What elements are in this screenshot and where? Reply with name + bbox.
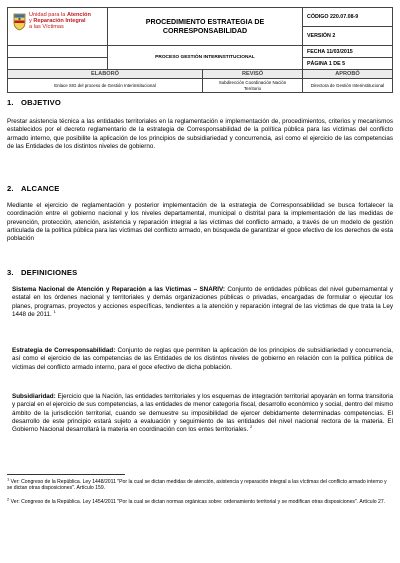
elaboro-value: Enlace SIG del proceso de Gestión Interinstitucional bbox=[8, 79, 203, 93]
coat-of-arms-icon bbox=[12, 12, 27, 31]
elaboro-label: ELABORÓ bbox=[8, 70, 203, 79]
document-title: PROCEDIMIENTO ESTRATEGIA DE CORRESPONSABILIDAD bbox=[108, 8, 303, 46]
logo-cell-bottom bbox=[8, 58, 108, 70]
objetivo-paragraph: Prestar asistencia técnica a las entidades territoriales en la reglamentación e implementación de, procedimientos, criterios y mecanismos establecidos por el decreto reglamentario de la estrategia de Corresponsabilidad de la política pública para las víctimas del conflicto armado interno, que posibilite la aplicación de los principios de subsidiariedad y concurrencia, así como el ejercicio de las competencias de las Entidades de los distintos niveles de gobierno. bbox=[7, 118, 393, 150]
aprobo-label: APROBÓ bbox=[303, 70, 393, 79]
definition-term: Sistema Nacional de Atención y Reparación a las Víctimas – SNARIV: bbox=[12, 286, 225, 293]
definition-text: Conjunto de reglas que permiten la aplicación de los principios de subsidiariedad y concurrencia, así como el ejercicio de las competencias de las Entidades de los distintos niveles de gobierno en relación con la política pública de víctimas del conflicto armado interno, para el goce efectivo de dicha población. bbox=[12, 347, 393, 371]
definition-text: Conjunto de entidades públicas del nivel gubernamental y estatal en los órdenes nacional y territoriales y demás organizaciones públicas o privadas, encargadas de formular o ejecutar los planes, programas, proyectos y acciones específicas, tendientes a la atención y reparación integral de las víctimas de que trata la Ley 1448 de 2011. bbox=[12, 286, 393, 318]
section-title-definiciones: 3. DEFINICIONES bbox=[7, 268, 78, 277]
logo-cell-lower bbox=[8, 46, 108, 58]
alcance-paragraph: Mediante el ejercicio de reglamentación y posterior implementación de la estrategia de Corresponsabilidad se busca fortalecer la coordinación entre el gobierno nacional y los niveles departamental, municipal o distrital para la implementación de las medidas de prevención, protección, atención, asistencia y reparación integral a las víctimas del conflicto armado, a través de un modelo de gestión articulada de la política pública para las víctimas del conflicto armado, en búsqueda de garantizar el goce efectivo de los derechos de esta población bbox=[7, 202, 393, 243]
definition-corresponsabilidad bbox=[12, 347, 393, 372]
definition-term: Subsidiaridad: bbox=[12, 393, 56, 400]
document-page-count: PÁGINA 1 DE 5 bbox=[303, 58, 393, 70]
footnote-1: $^1$ Ver: Congreso de la República. Ley 1448/2011 "Por la cual se dictan medidas de atención, asistencia y reparación integral a las víctimas del conflicto armado interno y se dictan otras disposiciones". Artículo 159. bbox=[7, 476, 387, 492]
reviso-label: REVISÓ bbox=[203, 70, 303, 79]
definition-snariv bbox=[12, 286, 393, 319]
footnote-2: $^2$ Ver: Congreso de la República. Ley 1454/2011 "Por la cual se dictan normas orgánicas sobre: ordenamiento territorial y se modifican otras disposiciones". Artículo 27. bbox=[7, 496, 386, 505]
definition-subsidiaridad bbox=[12, 393, 393, 434]
footnote-ref: 2 bbox=[250, 424, 253, 430]
definition-term: Estrategia de Corresponsabilidad: bbox=[12, 347, 116, 354]
institution-logo bbox=[12, 12, 91, 31]
reviso-value: Subdirección Coordinación Nación Territorio bbox=[203, 79, 303, 93]
document-version: VERSIÓN 2 bbox=[303, 27, 393, 46]
definition-text: Ejercicio que la Nación, las entidades territoriales y los esquemas de integración territorial apoyarán en forma transitoria y parcial en el ejercicio de sus competencias, a las entidades de menor categoría fiscal, desarrollo económico y social, dentro del mismo ámbito de la jurisdicción territorial, cuando se demuestre su imposibilidad de ejercer debidamente determinadas competencias. El desarrollo de este principio estará sujeto a evaluación y seguimiento de las entidades del nivel nacional rectora de la materia. El Gobierno Nacional desarrollará la materia en coordinación con los entes territoriales. bbox=[12, 393, 393, 434]
section-title-objetivo: 1. OBJETIVO bbox=[7, 98, 61, 107]
document-code: CÓDIGO 220.07.08-9 bbox=[303, 8, 393, 27]
logo-wordmark: Unidad para la Atención y Reparación Integral a las Víctimas bbox=[29, 12, 91, 30]
logo-cell bbox=[8, 8, 108, 46]
document-header-table bbox=[7, 7, 393, 93]
section-title-alcance: 2. ALCANCE bbox=[7, 184, 60, 193]
footnote-divider bbox=[7, 474, 125, 475]
aprobo-value: Directora de Gestión Interinstitucional bbox=[303, 79, 393, 93]
process-name: PROCESO GESTIÓN INTERINSTITUCIONAL bbox=[108, 46, 303, 70]
footnote-ref: 1 bbox=[53, 308, 56, 314]
document-date: FECHA 11/03/2015 bbox=[303, 46, 393, 58]
